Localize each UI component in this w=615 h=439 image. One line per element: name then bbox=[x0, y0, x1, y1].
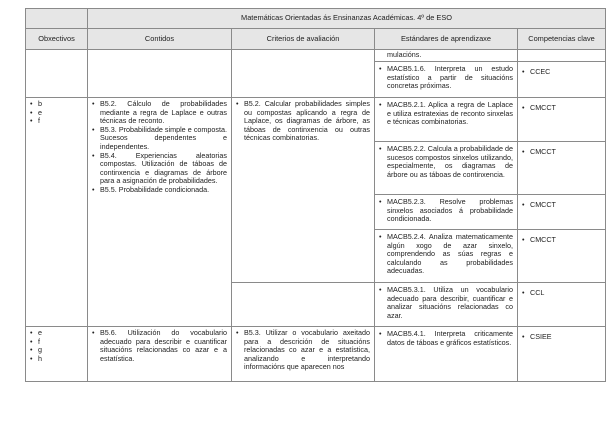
standard-text: • MACB5.2.1. Aplica a regra de Laplace e utiliza estratexias de reconto sinxelas e técnicas combinatorias. bbox=[379, 101, 513, 127]
competence-text: • CCEC bbox=[522, 68, 601, 77]
competence-cell bbox=[518, 98, 606, 142]
standard-cell bbox=[375, 98, 518, 142]
criteria-cell bbox=[232, 283, 375, 327]
criterion-item: • B5.2. Calcular probabilidades simples ou compostas aplicando a regra de Laplace, os diagramas de árbore, as táboas de continxencia ou outras técnicas combinatorias. bbox=[236, 100, 370, 143]
standard-text: • MACB5.1.6. Interpreta un estudo estatístico a partir de situacións concretas próximas. bbox=[379, 65, 513, 91]
objective-item: • b bbox=[30, 100, 83, 109]
competence-cell bbox=[518, 283, 606, 327]
content-item: • B5.5. Probabilidade condicionada. bbox=[92, 186, 227, 195]
header-contents: Contidos bbox=[88, 29, 232, 50]
competence-cell bbox=[518, 327, 606, 382]
objective-item: • e bbox=[30, 109, 83, 118]
content-item: • B5.2. Cálculo de probabilidades mediante a regra de Laplace e outras técnicas de reconto. bbox=[92, 100, 227, 126]
criterion-item: • B5.3. Utilizar o vocabulario axeitado para a descrición de situacións relacionadas co azar e a estatística, analizando e interpretando informacións que aparecen nos bbox=[236, 329, 370, 372]
content-item: • B5.4. Experiencias aleatorias compostas. Utilización de táboas de continxencia e diagramas de árbore para a asignación de probabilidades. bbox=[92, 152, 227, 186]
content-item: • B5.3. Probabilidade simple e composta. Sucesos dependentes e independentes. bbox=[92, 126, 227, 152]
competence-text: • CMCCT bbox=[522, 104, 601, 113]
header-objectives: Obxectivos bbox=[26, 29, 88, 50]
table-header-row bbox=[26, 29, 606, 50]
standard-cell bbox=[375, 327, 518, 382]
contents-cell bbox=[88, 98, 232, 327]
table-row bbox=[26, 50, 606, 62]
objective-item: • h bbox=[30, 355, 83, 364]
standard-cell bbox=[375, 50, 518, 62]
standard-cell bbox=[375, 230, 518, 283]
table-row bbox=[26, 98, 606, 142]
criteria-cell bbox=[232, 50, 375, 98]
title-blank-cell bbox=[26, 9, 88, 29]
competence-cell bbox=[518, 230, 606, 283]
standard-text: • MACB5.3.1. Utiliza un vocabulario adecuado para describir, cuantificar e analizar situacións relacionadas co azar. bbox=[379, 286, 513, 320]
header-competences: Competencias clave bbox=[518, 29, 606, 50]
header-standards: Estándares de aprendizaxe bbox=[375, 29, 518, 50]
competence-cell bbox=[518, 62, 606, 98]
competence-text: • CCL bbox=[522, 289, 601, 298]
competence-text: • CMCCT bbox=[522, 148, 601, 157]
objectives-cell bbox=[26, 50, 88, 98]
standard-cell bbox=[375, 62, 518, 98]
objective-item: • g bbox=[30, 346, 83, 355]
standard-text: • MACB5.2.4. Analiza matematicamente algún xogo de azar sinxelo, comprendendo as súas regras e calculando as probabilidades adecuadas. bbox=[379, 233, 513, 276]
standard-text: • MACB5.4.1. Interpreta criticamente datos de táboas e gráficos estatísticos. bbox=[379, 330, 513, 347]
competence-text: • CMCCT bbox=[522, 236, 601, 245]
curriculum-table bbox=[25, 8, 606, 382]
standard-text-continued: mulacións. bbox=[387, 50, 422, 59]
table-title: Matemáticas Orientadas ás Ensinanzas Académicas. 4º de ESO bbox=[88, 9, 606, 29]
criteria-cell bbox=[232, 327, 375, 382]
contents-cell bbox=[88, 50, 232, 98]
standard-cell bbox=[375, 195, 518, 230]
objective-item: • e bbox=[30, 329, 83, 338]
competence-cell bbox=[518, 50, 606, 62]
objectives-cell bbox=[26, 98, 88, 327]
standard-text: • MACB5.2.3. Resolve problemas sinxelos asociados á probabilidade condicionada. bbox=[379, 198, 513, 224]
standard-cell bbox=[375, 283, 518, 327]
competence-text: • CSIEE bbox=[522, 333, 601, 342]
competence-text: • CMCCT bbox=[522, 201, 601, 210]
objectives-cell bbox=[26, 327, 88, 382]
table-row bbox=[26, 327, 606, 382]
criteria-cell bbox=[232, 98, 375, 283]
table-title-row bbox=[26, 9, 606, 29]
objective-item: • f bbox=[30, 117, 83, 126]
objective-item: • f bbox=[30, 338, 83, 347]
standard-cell bbox=[375, 142, 518, 195]
contents-cell bbox=[88, 327, 232, 382]
content-item: • B5.6. Utilización do vocabulario adecuado para describir e cuantificar situacións relacionadas co azar e a estatística. bbox=[92, 329, 227, 363]
standard-text: • MACB5.2.2. Calcula a probabilidade de sucesos compostos sinxelos utilizando, especialmente, os diagramas de árbore ou as táboas de continxencia. bbox=[379, 145, 513, 179]
header-criteria: Criterios de avaliación bbox=[232, 29, 375, 50]
competence-cell bbox=[518, 195, 606, 230]
competence-cell bbox=[518, 142, 606, 195]
